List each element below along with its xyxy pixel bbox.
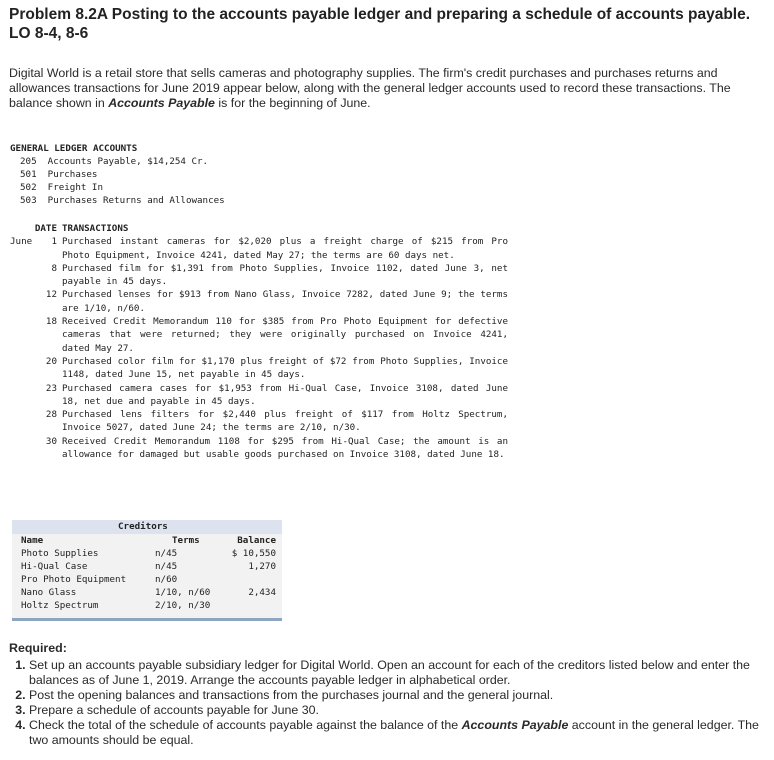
table-row (12, 560, 282, 573)
creditor-name: Hi-Qual Case (21, 561, 88, 572)
transaction-text: Purchased lens filters for $2,440 plus freight of $117 from Holtz Spectrum, Invoice 5027, dated June 24; the terms are 2/10, n/30. (62, 409, 508, 434)
transaction-text: Purchased lenses for $913 from Nano Glass, Invoice 7282, dated June 9; the terms are 1/10, n/60. (62, 289, 508, 314)
transaction-text: Purchased color film for $1,170 plus freight of $72 from Photo Supplies, Invoice 1148, dated June 15, net payable in 45 days. (62, 355, 508, 381)
transaction-day: 12 (45, 289, 57, 301)
creditors-title: Creditors (118, 521, 168, 532)
required-heading: Required: (9, 641, 67, 655)
gl-account: 503 Purchases Returns and Allowances (20, 195, 225, 206)
date-header: DATE (34, 223, 57, 234)
creditor-terms: 1/10, n/60 (155, 587, 211, 598)
intro-paragraph (9, 66, 761, 111)
gl-heading: GENERAL LEDGER ACCOUNTS (10, 143, 138, 154)
required-item-emphasis: Accounts Payable (461, 718, 569, 732)
table-row (12, 599, 282, 612)
required-list (9, 658, 761, 748)
transaction-text: Received Credit Memorandum 1108 for $295 from Hi-Qual Case; the amount is an allowance for damaged but usable goods purchased on Invoice 3108, dated June 18. (62, 435, 508, 461)
required-item: 1. Set up an accounts payable subsidiary ledger for Digital World. Open an account for each of the creditors listed below and enter the balances as of June 1, 2019. Arrange the accounts payable ledger in alphabetical order. (29, 658, 761, 688)
required-item (29, 718, 761, 748)
header-balance: Balance (237, 535, 276, 546)
required-item-text-end: account in the general ledger. The two amounts should be equal. (29, 718, 759, 747)
transaction-text: Purchased camera cases for $1,953 from Hi-Qual Case, Invoice 3108, dated June 18, net due and payable in 45 days. (62, 382, 508, 407)
table-row (12, 547, 282, 560)
transaction-text: Purchased instant cameras for $2,020 plus a freight charge of $215 from Pro Photo Equipment, Invoice 4241, dated May 27; the terms are 60 days net. (62, 236, 508, 261)
transaction-day: 28 (45, 409, 57, 421)
transaction-row (10, 235, 508, 262)
transaction-date (10, 235, 62, 262)
transactions-header-label: TRANSACTIONS (62, 223, 129, 234)
required-item: 2. Post the opening balances and transactions from the purchases journal and the general journal. (29, 688, 761, 703)
creditors-header-row (12, 534, 282, 547)
required-section (9, 641, 761, 748)
general-ledger-accounts (10, 142, 225, 207)
transaction-month: June (10, 236, 33, 248)
creditor-name: Nano Glass (21, 587, 77, 598)
transaction-day: 23 (45, 382, 57, 394)
creditor-balance: 2,434 (248, 587, 276, 598)
transaction-text: Received Credit Memorandum 110 for $385 from Pro Photo Equipment for defective cameras that were returned; they were originally purchased on Invoice 4241, dated May 27. (62, 316, 508, 354)
transaction-row (10, 408, 508, 435)
creditor-terms: 2/10, n/30 (155, 600, 211, 611)
transaction-day: 1 (51, 236, 57, 248)
transactions-header (10, 222, 508, 235)
creditor-balance: 1,270 (248, 561, 276, 572)
creditor-balance: $ 10,550 (231, 548, 276, 559)
transaction-day: 8 (51, 262, 57, 274)
gl-account: 502 Freight In (20, 182, 103, 193)
transaction-day: 30 (45, 435, 57, 447)
transaction-row (10, 355, 508, 382)
transaction-row (10, 382, 508, 409)
required-item: 3. Prepare a schedule of accounts payable for June 30. (29, 703, 761, 718)
creditors-table (12, 520, 282, 621)
transaction-row (10, 315, 508, 355)
creditor-name: Pro Photo Equipment (21, 574, 127, 585)
gl-account: 501 Purchases (20, 169, 98, 180)
creditor-terms: n/45 (155, 561, 178, 572)
table-row (12, 586, 282, 599)
transaction-row (10, 288, 508, 315)
creditor-terms: n/60 (155, 574, 178, 585)
transaction-day: 18 (45, 316, 57, 328)
intro-text: Digital World is a retail store that sells cameras and photography supplies. The firm's credit purchases and purchases returns and allowances transactions for June 2019 appear below, along with the general ledger accounts used to record these transactions. The balance shown in (9, 66, 731, 110)
required-item-text: Check the total of the schedule of accounts payable against the balance of the (29, 718, 462, 732)
transaction-day: 20 (45, 355, 57, 367)
header-name: Name (21, 535, 44, 546)
gl-account: 205 Accounts Payable, $14,254 Cr. (20, 156, 209, 167)
table-row (12, 573, 282, 586)
page-title: Problem 8.2A Posting to the accounts payable ledger and preparing a schedule of accounts payable. LO 8-4, 8-6 (9, 6, 751, 42)
intro-text-end: is for the beginning of June. (214, 96, 371, 110)
creditor-name: Photo Supplies (21, 548, 99, 559)
creditor-terms: n/45 (155, 548, 178, 559)
intro-emphasis: Accounts Payable (108, 96, 215, 110)
transactions-list (10, 222, 508, 461)
header-terms: Terms (172, 535, 200, 546)
transaction-row (10, 262, 508, 289)
transaction-text: Purchased film for $1,391 from Photo Supplies, Invoice 1102, dated June 3, net payable in 45 days. (62, 262, 508, 288)
transaction-row (10, 435, 508, 462)
creditor-name: Holtz Spectrum (21, 600, 99, 611)
